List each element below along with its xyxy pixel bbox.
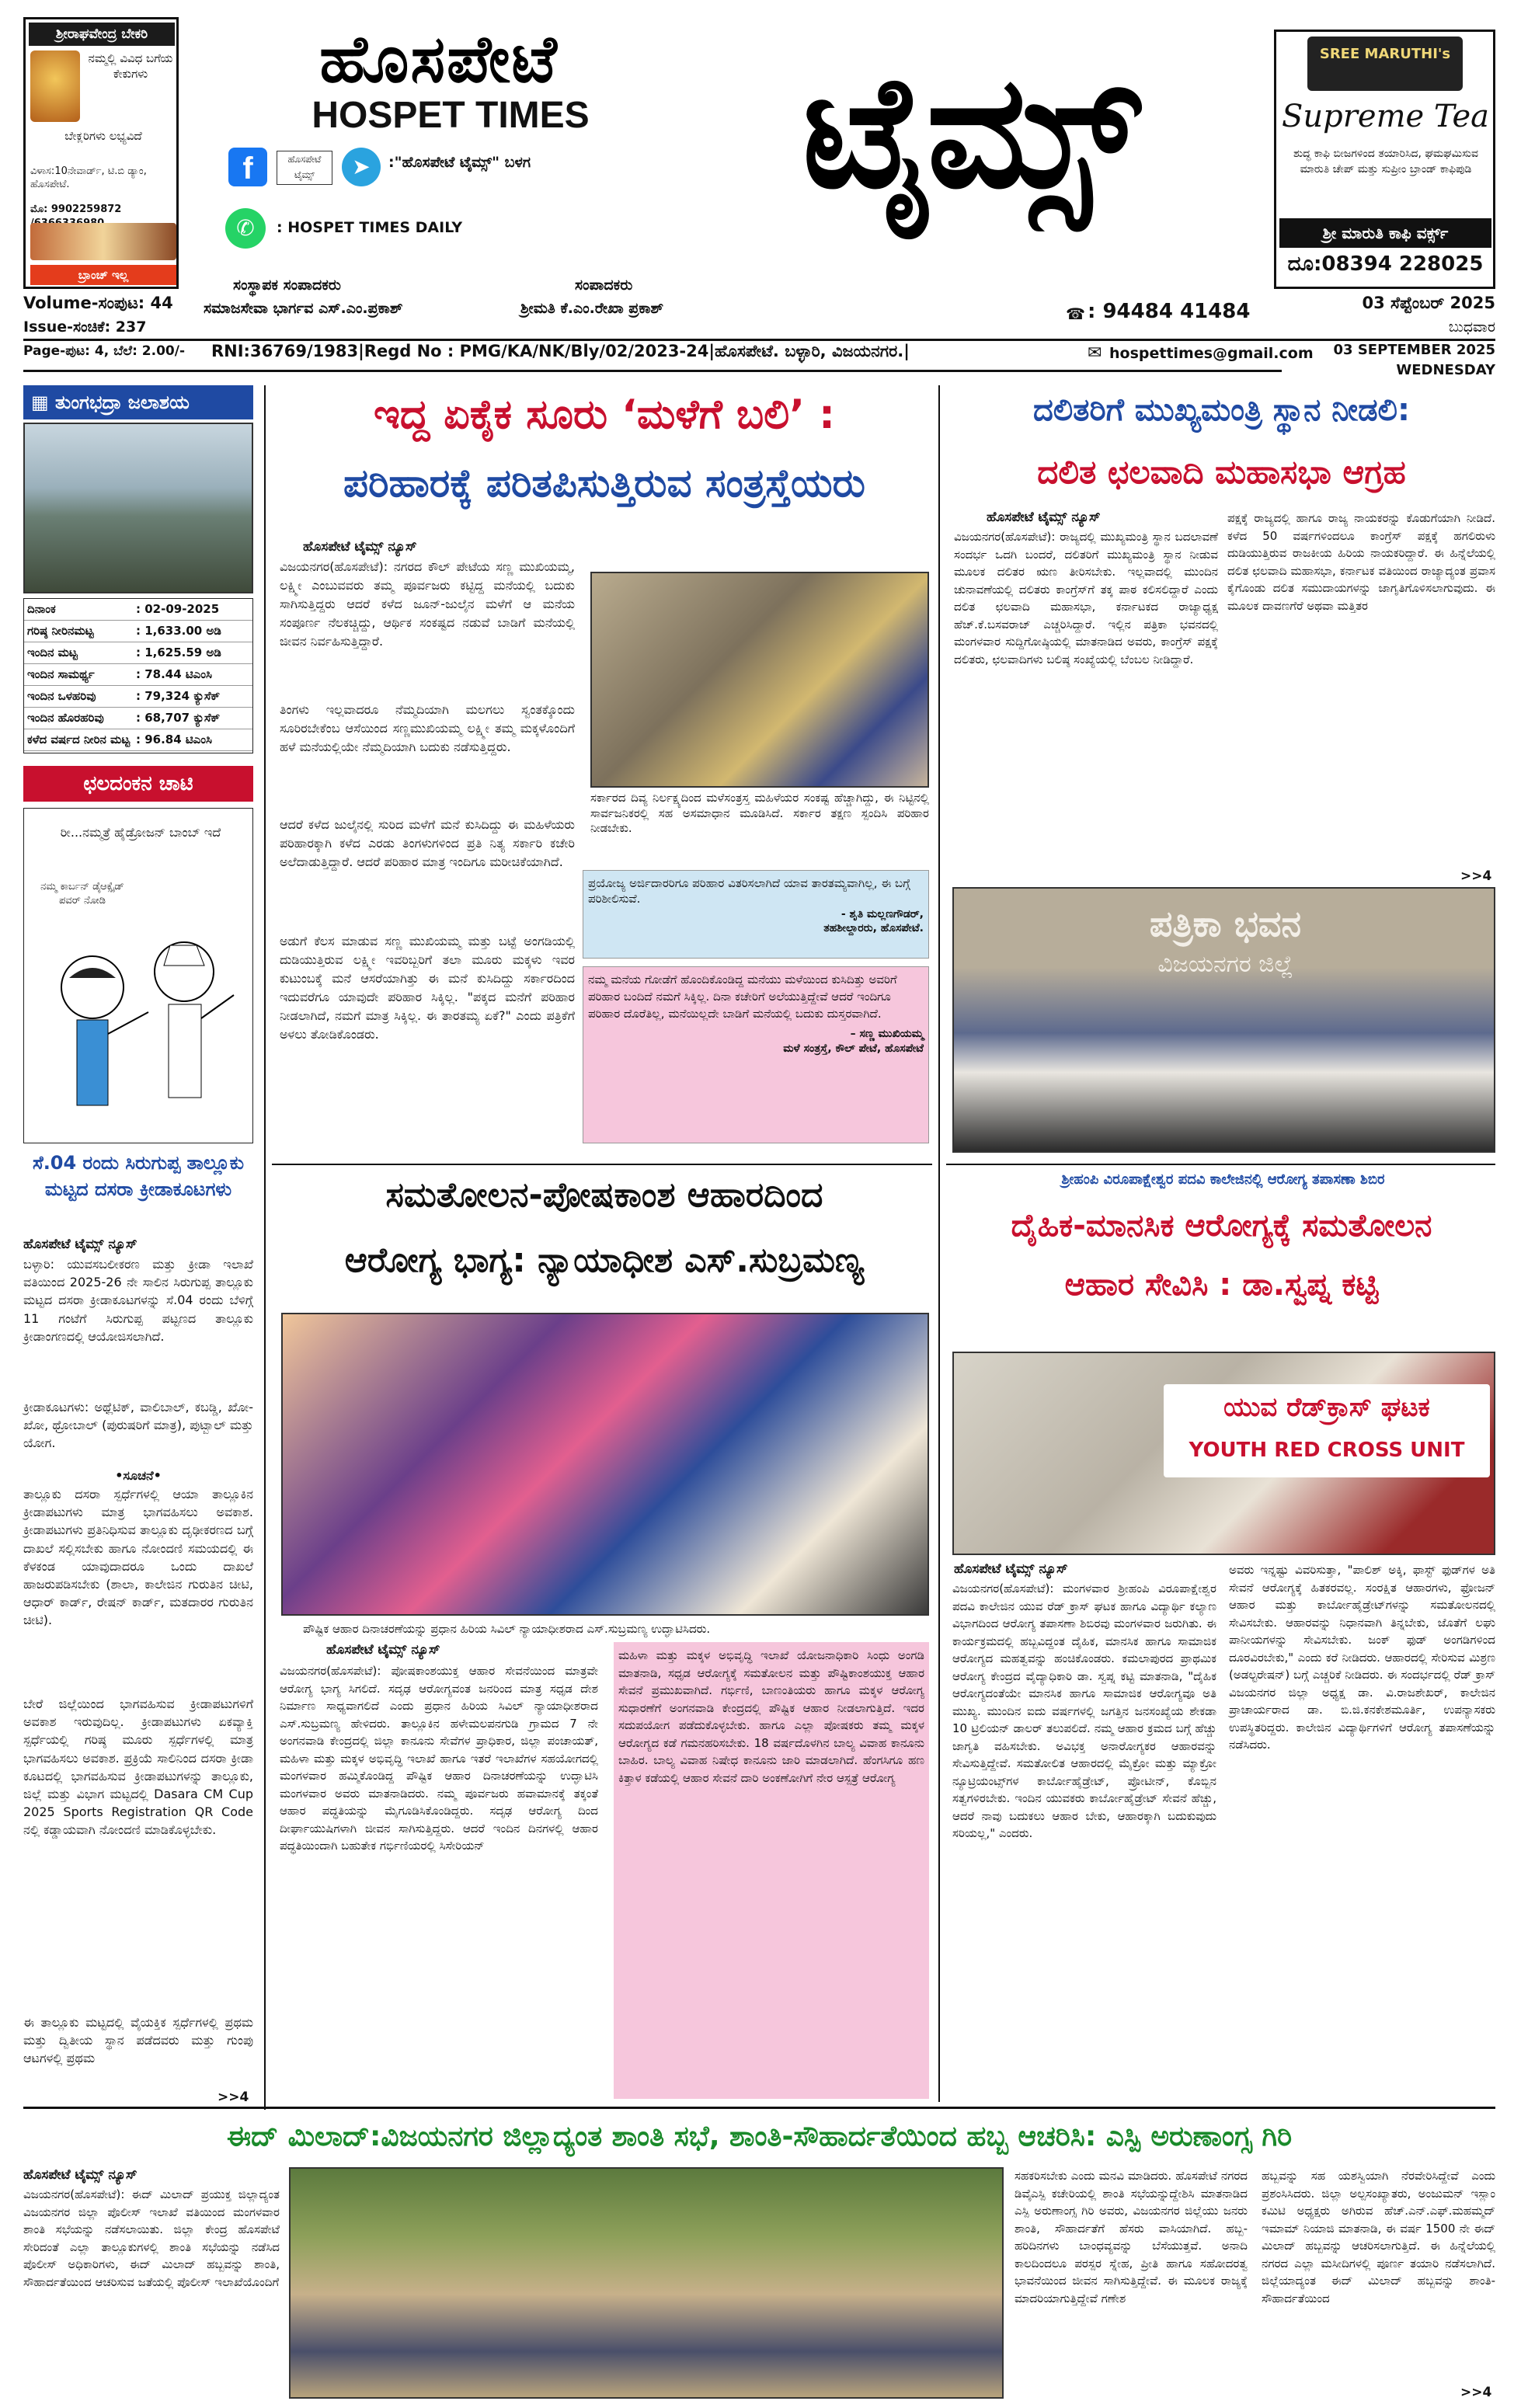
ad-right-desc: ಶುದ್ಧ ಕಾಫಿ ಬೀಜಗಳಿಂದ ತಯಾರಿಸಿದ, ಘಮಘಮಿಸುವ ಮಾರುತಿ ಚೇಪ್ ಮತ್ತು ಸುಪ್ರೀಂ ಬ್ರಾಂಡ್ ಕಾಫಿಪುಡಿ bbox=[1293, 148, 1478, 176]
facebook-icon[interactable]: f bbox=[228, 148, 267, 186]
dam-row-value: : 96.84 ಟಿಎಂಸಿ bbox=[136, 732, 212, 746]
story4-kicker: ಶ್ರೀಹಂಪಿ ವಿರೂಪಾಕ್ಷೇಶ್ವರ ಪದವಿ ಕಾಲೇಜಿನಲ್ಲಿ ಆರೋಗ್ಯ ತಪಾಸಣಾ ಶಿಬಿರ bbox=[1061, 1171, 1385, 1188]
story5-photo bbox=[289, 2167, 1004, 2399]
story1-quote-1 bbox=[583, 870, 929, 959]
left-column-rule bbox=[264, 385, 266, 2110]
ad-left-footer: ಬ್ರಾಂಚ್ ಇಲ್ಲ bbox=[30, 265, 176, 285]
story1-body-3: ಆದರೆ ಕಳೆದ ಜುಲೈನಲ್ಲಿ ಸುರಿದ ಮಳೆಗೆ ಮನೆ ಕುಸಿದಿದ್ದು ಈ ಮಹಿಳೆಯರು ಪರಿಹಾರಕ್ಕಾಗಿ ಕಳೆದ ಎರಡು ತಿಂಗಳುಗಳಿಂದ ಪ್ರತಿ ನಿತ್ಯ ಸರ್ಕಾರಿ ಕಚೇರಿ ಅಲೆದಾಡುತ್ತಿದ್ದಾರೆ. ಆದರೆ ಪರಿಹಾರ ಮಾತ್ರ ಇಂದಿಗೂ ಮರೀಚಿಕೆಯಾಗಿದೆ. bbox=[280, 817, 575, 869]
story2-headline-2: ದಲಿತ ಛಲವಾದಿ ಮಹಾಸಭಾ ಆಗ್ರಹ bbox=[1037, 453, 1406, 491]
page-price: Page-ಪುಟ: 4, ಬೆಲೆ: 2.00/- bbox=[23, 343, 186, 359]
cartoon-bubble-1: ರೀ...ನಮ್ಮತ್ರೆ ಹೈಡ್ರೋಜನ್ ಬಾಂಬ್ ಇದೆ bbox=[60, 825, 221, 840]
dam-row-value: : 1,625.59 ಅಡಿ bbox=[136, 645, 221, 659]
volume-info: Volume-ಸಂಪುಟ: 44 bbox=[23, 294, 173, 312]
story3-body-left: ವಿಜಯನಗರ(ಹೊಸಪೇಟೆ): ಪೋಷಕಾಂಶಯುಕ್ತ ಆಹಾರ ಸೇವನೆಯಿಂದ ಮಾತ್ರವೇ ಆರೋಗ್ಯ ಭಾಗ್ಯ ಸಿಗಲಿದೆ. ಸದೃಢ ಆರೋಗ್ಯವಂತ ಜನರಿಂದ ಮಾತ್ರ ಸಧೃಡ ದೇಶ ನಿರ್ಮಾಣ ಸಾಧ್ಯವಾಗಲಿದೆ ಎಂದು ಪ್ರಧಾನ ಹಿರಿಯ ಸಿವಿಲ್ ನ್ಯಾಯಾಧೀಶರಾದ ಎಸ್.ಸುಬ್ರಮಣ್ಯ ಹೇಳಿದರು. ತಾಲ್ಲೂಕಿನ ಹಳೇಮಲಪನಗುಡಿ ಗ್ರಾಮದ 7 ನೇ ಅಂಗನವಾಡಿ ಕೇಂದ್ರದಲ್ಲಿ ಜಿಲ್ಲಾ ಕಾನೂನು ಸೇವೆಗಳ ಪ್ರಾಧಿಕಾರ, ಜಿಲ್ಲಾ ಪಂಚಾಯತ್, ಮಹಿಳಾ ಮತ್ತು ಮಕ್ಕಳ ಅಭಿವೃದ್ಧಿ ಇಲಾಖೆ ಹಾಗೂ ಇತರೆ ಇಲಾಖೆಗಳ ಸಹಯೋಗದಲ್ಲಿ ಮಂಗಳವಾರ ಹಮ್ಮಿಕೊಂಡಿದ್ದ ಪೌಷ್ಟಿಕ ಆಹಾರ ದಿನಾಚರಣೆಯನ್ನು ಉದ್ಘಾಟಿಸಿ ಮಂಗಳವಾರ ಅವರು ಮಾತನಾಡಿದರು. ನಮ್ಮ ಪೂರ್ವಜರು ಹವಾಮಾನಕ್ಕೆ ತಕ್ಕಂತೆ ಆಹಾರ ಪದ್ಧತಿಯನ್ನು ಮೈಗೂಡಿಸಿಕೊಂಡಿದ್ದರು. ಸದೃಢ ಆರೋಗ್ಯ ದಿಂದ ದೀರ್ಘಾಯುಷಿಗಳಾಗಿ ಜೀವನ ಸಾಗಿಸುತ್ತಿದ್ದರು. ಆದರೆ ಇಂದಿನ ದಿನಗಳಲ್ಲಿ ಆಹಾರ ಪದ್ಧತಿಯಿಂದಾಗಿ ಬಹುತೇಕ ಗರ್ಭಿಣಿಯರಲ್ಲಿ ಸಿಸೇರಿಯನ್ bbox=[280, 1664, 598, 1853]
story4-headline-2: ಆಹಾರ ಸೇವಿಸಿ : ಡಾ.ಸ್ವಪ್ನ ಕಟ್ಟಿ bbox=[1064, 1267, 1379, 1303]
masthead-divider bbox=[23, 339, 1495, 341]
story3-headline-1: ಸಮತೋಲನ-ಪೋಷಕಾಂಶ ಆಹಾರದಿಂದ bbox=[385, 1175, 823, 1215]
story1-byline: ಹೊಸಪೇಟೆ ಟೈಮ್ಸ್ ನ್ಯೂಸ್ bbox=[303, 539, 417, 555]
founder-label: ಸಂಸ್ಥಾಪಕ ಸಂಪಾದಕರು bbox=[233, 277, 341, 294]
story5-body-mid: ಸಹಕರಿಸಬೇಕು ಎಂದು ಮನವಿ ಮಾಡಿದರು. ಹೊಸಪೇಟೆ ನಗರದ ಡಿವೈಎಸ್ಪಿ ಕಚೇರಿಯಲ್ಲಿ ಶಾಂತಿ ಸಭೆಯನ್ನುದ್ದೇಶಿಸಿ ಮಾತನಾಡಿದ ಎಸ್ಪಿ ಅರುಣಾಂಗ್ಸ ಗಿರಿ ಅವರು, ವಿಜಯನಗರ ಜಿಲ್ಲೆಯು ಜನರು ಶಾಂತಿ, ಸೌಹಾರ್ದತೆಗೆ ಹೆಸರು ವಾಸಿಯಾಗಿದೆ. ಹಬ್ಬ-ಹರಿದಿನಗಳು ಬಾಂಧವ್ಯವನ್ನು ಬೆಸೆಯುತ್ತವೆ. ಅನಾದಿ ಕಾಲದಿಂದಲೂ ಪರಸ್ಪರ ಸ್ನೇಹ, ಪ್ರೀತಿ ಹಾಗೂ ಸಹೋದರತ್ವ ಭಾವನೆಯಿಂದ ಜೀವನ ಸಾಗಿಸುತ್ತಿದ್ದೇವೆ. ಈ ಮೂಲಕ ರಾಜ್ಯಕ್ಕೆ ಮಾದರಿಯಾಗುತ್ತಿದ್ದೇವೆ ಗಣೇಶ bbox=[1015, 2169, 1248, 2305]
date-english: 03 SEPTEMBER 2025 bbox=[1333, 342, 1495, 358]
ad-right-company: ಶ್ರೀ ಮಾರುತಿ ಕಾಫಿ ವರ್ಕ್ಸ್ bbox=[1279, 218, 1491, 248]
story1-body-4: ಅಡುಗೆ ಕೆಲಸ ಮಾಡುವ ಸಣ್ಣ ಮುಖಿಯಮ್ಮ ಮತ್ತು ಬಟ್ಟೆ ಅಂಗಡಿಯಲ್ಲಿ ದುಡಿಯುತ್ತಿರುವ ಲಕ್ಷ್ಮೀ ಇವರಿಬ್ಬರಿಗೆ ತಲಾ ಮೂರು ಮಕ್ಕಳು ಇವರ ಕುಟುಂಬಕ್ಕೆ ಮನೆ ಆಸರೆಯಾಗಿತ್ತು ಈ ಮನೆ ಕುಸಿದಿದ್ದು ಸರ್ಕಾರದಿಂದ ಇದುವರೆಗೂ ಯಾವುದೇ ಪರಿಹಾರ ಸಿಕ್ಕಿಲ್ಲ. "ಪಕ್ಕದ ಮನೆಗೆ ಪರಿಹಾರ ನೀಡಲಾಗಿದೆ, ನಮಗೆ ಮಾತ್ರ ಸಿಕ್ಕಿಲ್ಲ. ಈ ತಾರತಮ್ಯ ಏಕೆ?" ಎಂದು ಪತ್ರಿಕೆಗೆ ಅಳಲು ತೋಡಿಕೊಂಡರು. bbox=[280, 934, 575, 1042]
story1-headline-2: ಪರಿಹಾರಕ್ಕೆ ಪರಿತಪಿಸುತ್ತಿರುವ ಸಂತ್ರಸ್ತೆಯರು bbox=[343, 461, 865, 506]
telegram-icon[interactable]: ➤ bbox=[342, 148, 381, 186]
cartoon-bubble-2: ನಮ್ಮ ಕಾರ್ಬನ್ ಡೈಆಕ್ಸೈಡ್ ಪವರ್ ನೋಡಿ bbox=[40, 881, 124, 906]
story1-quote-1-author: - ಶೃತಿ ಮಲ್ಲಣಗೌಡರ್, bbox=[841, 907, 924, 920]
dam-rows bbox=[24, 599, 252, 751]
story2-continued[interactable]: >>4 bbox=[1460, 868, 1492, 884]
story4-body-right: ಅವರು ಇನ್ನಷ್ಟು ವಿವರಿಸುತ್ತಾ, "ಪಾಲಿಶ್ ಅಕ್ಕಿ, ಫಾಸ್ಟ್ ಫುಡ್‌ಗಳ ಅತಿ ಸೇವನೆ ಆರೋಗ್ಯಕ್ಕೆ ಹಿತಕರವಲ್ಲ. ಸಂರಕ್ಷಿತ ಆಹಾರಗಳು, ಫ್ರೋಜನ್ ಆಹಾರ ಮತ್ತು ಕಾರ್ಬೋಹೈಡ್ರೇಟ್‌ಗಳನ್ನು ಸಮತೋಲನದಲ್ಲಿ ಸೇವಿಸಬೇಕು. ಆಹಾರವನ್ನು ನಿಧಾನವಾಗಿ ತಿನ್ನಬೇಕು, ಜೊತೆಗೆ ಲಘು ಪಾನೀಯಗಳನ್ನು ಸೇವಿಸಬೇಕು. ಜಂಕ್ ಫುಡ್ ಅಂಗಡಿಗಳಿಂದ ದೂರವಿರಬೇಕು," ಎಂದು ಕರೆ ನೀಡಿದರು. ಆಹಾರದಲ್ಲಿ ಸೇರಿಸುವ ಮಿಶ್ರಣ (ಅಡಲ್ಟರೇಷನ್) ಬಗ್ಗೆ ಎಚ್ಚರಿಕೆ ನೀಡಿದರು. ಈ ಸಂದರ್ಭದಲ್ಲಿ ರೆಡ್ ಕ್ರಾಸ್ ವಿಜಯನಗರ ಜಿಲ್ಲಾ ಅಧ್ಯಕ್ಷ ಡಾ. ವಿ.ರಾಜಶೇಖರ್, ಕಾಲೇಜಿನ ಪ್ರಾಚಾರ್ಯರಾದ ಡಾ. ಬಿ.ಜಿ.ಕನಕೇಶಮೂರ್ತಿ, ಉಪನ್ಯಾಸಕರು ಉಪಸ್ಥಿತರಿದ್ದರು. ಕಾಲೇಜಿನ ವಿದ್ಯಾರ್ಥಿಗಳಿಗೆ ಆರೋಗ್ಯ ತಪಾಸಣೆಯನ್ನು ನಡೆಸಿದರು. bbox=[1229, 1563, 1495, 1752]
story1-quote-2-author: – ಸಣ್ಣ ಮುಖಿಯಮ್ಮ bbox=[850, 1028, 924, 1041]
masthead-title-english: HOSPET TIMES bbox=[312, 95, 590, 136]
story1-quote-2-text: ನಮ್ಮ ಮನೆಯ ಗೋಡೆಗೆ ಹೊಂದಿಕೊಂಡಿದ್ದ ಮನೆಯು ಮಳೆಯಿಂದ ಕುಸಿದಿತ್ತು ಅವರಿಗೆ ಪರಿಹಾರ ಬಂದಿದೆ ನಮಗೆ ಸಿಕ್ಕಿಲ್ಲ. ದಿನಾ ಕಚೇರಿಗೆ ಅಲೆಯುತ್ತಿದ್ದೇವೆ ಆದರೆ ಇಂದಿಗೂ ಪರಿಹಾರ ದೊರೆತಿಲ್ಲ, ಮನೆಯಿಲ್ಲದೇ ಬಾಡಿಗೆ ಮನೆಯಲ್ಲಿ ಬದುಕು ದುಸ್ತರವಾಗಿದೆ. bbox=[588, 973, 897, 1021]
dam-row-value: : 1,633.00 ಅಡಿ bbox=[136, 624, 221, 638]
dam-row-value: : 78.44 ಟಿಎಂಸಿ bbox=[136, 667, 212, 681]
masthead-phone: : 94484 41484 bbox=[1088, 300, 1251, 323]
story3-body-right: ಮಹಿಳಾ ಮತ್ತು ಮಕ್ಕಳ ಅಭಿವೃದ್ಧಿ ಇಲಾಖೆ ಯೋಜನಾಧಿಕಾರಿ ಸಿಂಧು ಅಂಗಡಿ ಮಾತನಾಡಿ, ಸಧೃಡ ಆರೋಗ್ಯಕ್ಕೆ ಸಮತೋಲನ ಮತ್ತು ಪೌಷ್ಟಿಕಾಂಶಯುಕ್ತ ಆಹಾರ ಸೇವನೆ ಪ್ರಮುಖವಾಗಿದೆ. ಗರ್ಭಿಣಿ, ಬಾಣಂತಿಯರು ಹಾಗೂ ಮಕ್ಕಳ ಆರೋಗ್ಯ ಸುಧಾರಣೆಗೆ ಅಂಗನವಾಡಿ ಕೇಂದ್ರದಲ್ಲಿ ಪೌಷ್ಟಿಕ ಆಹಾರ ನೀಡಲಾಗುತ್ತಿದೆ. ಇದರ ಸದುಪಯೋಗ ಪಡೆದುಕೊಳ್ಳಬೇಕು. ಹಾಗೂ ಎಲ್ಲಾ ಪೋಷಕರು ತಮ್ಮ ಮಕ್ಕಳ ಆರೋಗ್ಯದ ಕಡೆ ಗಮನಹರಿಸಬೇಕು. 18 ವರ್ಷದೊಳಗಿನ ಬಾಲ್ಯ ವಿವಾಹ ಕಾನೂನು ಬಾಹಿರ. ಬಾಲ್ಯ ವಿವಾಹ ನಿಷೇಧ ಕಾನೂನು ಜಾರಿ ಮಾಡಲಾಗಿದೆ. ಹೆಂಗಸಿಗೂ ಹಣ ಕಿತ್ತಾಳ ಕಡೆಯಲ್ಲಿ ಆಹಾರ ಸೇವನೆ ದಾರಿ ಅಂಕಣೋಗಿಗೆ ನೇರ ಆಸ್ಪತ್ರೆ ಆರೋಗ್ಯ bbox=[614, 1642, 929, 2099]
bottom-rule bbox=[23, 2107, 1495, 2109]
mid-rule-center bbox=[272, 1164, 932, 1165]
story1-quote-2 bbox=[583, 966, 929, 1143]
story3-photo-caption: ಪೌಷ್ಟಿಕ ಆಹಾರ ದಿನಾಚರಣೆಯನ್ನು ಪ್ರಧಾನ ಹಿರಿಯ ಸಿವಿಲ್ ನ್ಯಾಯಾಧೀಶರಾದ ಎಸ್.ಸುಬ್ರಮಣ್ಯ ಉದ್ಘಾಟಿಸಿದರು. bbox=[303, 1622, 711, 1636]
story1-headline-1: ಇದ್ದ ಏಕೈಕ ಸೂರು ‘ಮಳೆಗೆ ಬಲಿ’ : bbox=[374, 391, 835, 438]
dam-photo bbox=[23, 423, 253, 593]
story3-headline-2: ಆರೋಗ್ಯ ಭಾಗ್ಯ: ನ್ಯಾಯಾಧೀಶ ಎಸ್.ಸುಬ್ರಮಣ್ಯ bbox=[344, 1241, 865, 1280]
story4-banner-en: YOUTH RED CROSS UNIT bbox=[1189, 1439, 1465, 1462]
story1-photo bbox=[590, 572, 929, 788]
story4-body-left: ವಿಜಯನಗರ(ಹೊಸಪೇಟೆ): ಮಂಗಳವಾರ ಶ್ರೀಹಂಪಿ ವಿರೂಪಾಕ್ಷೇಶ್ವರ ಪದವಿ ಕಾಲೇಜಿನ ಯುವ ರೆಡ್ ಕ್ರಾಸ್ ಘಟಕ ಹಾಗೂ ವಿದ್ಯಾರ್ಥಿ ಕಲ್ಯಾಣ ವಿಭಾಗದಿಂದ ಆರೋಗ್ಯ ತಪಾಸಣಾ ಶಿಬಿರವು ಮಂಗಳವಾರ ಜರುಗಿತು. ಈ ಕಾರ್ಯಕ್ರಮದಲ್ಲಿ ಹಬ್ಬವಿದ್ದಂತ ದೈಹಿಕ, ಮಾನಸಿಕ ಹಾಗೂ ಸಾಮಾಜಿಕ ಆರೋಗ್ಯದ ಮಹತ್ವವನ್ನು ಹಂಚಿಕೊಂಡರು. ಕಮಲಾಪುರದ ಪ್ರಾಥಮಿಕ ಆರೋಗ್ಯ ಕೇಂದ್ರದ ವೈದ್ಯಾಧಿಕಾರಿ ಡಾ. ಸ್ವಪ್ನ ಕಟ್ಟಿ ಮಾತನಾಡಿ, "ದೈಹಿಕ ಆರೋಗ್ಯದಂತೆಯೇ ಮಾನಸಿಕ ಹಾಗೂ ಸಾಮಾಜಿಕ ಆರೋಗ್ಯವೂ ಅತಿ ಮುಖ್ಯ. ಮುಂದಿನ ಐದು ವರ್ಷಗಳಲ್ಲಿ ಜಗತ್ತಿನ ಜನಸಂಖ್ಯೆಯ ಶೇಕಡಾ 10 ಟ್ರಿಲಿಯನ್ ಡಾಲರ್ ತಲುಪಲಿದೆ. ನಮ್ಮ ಆಹಾರ ಕ್ರಮದ ಬಗ್ಗೆ ಹೆಚ್ಚು ಜಾಗೃತಿ ವಹಿಸಬೇಕು. ಅವಿಭಕ್ತ ಅನಾರೋಗ್ಯಕರ ಆಹಾರವನ್ನು ಸೇವಿಸುತ್ತಿದ್ದೇವೆ. ಸಮತೋಲಿತ ಆಹಾರದಲ್ಲಿ ಮೈಕ್ರೋ ಮತ್ತು ಮ್ಯಾಕ್ರೋ ನ್ಯೂಟ್ರಿಯಂಟ್ಸ್‌ಗಳ ಕಾರ್ಬೋಹೈಡ್ರೇಟ್, ಪ್ರೋಟೀನ್, ಕೊಬ್ಬಿನ ಸತ್ವಗಳಿರಬೇಕು. ಇಂದಿನ ಯುವಕರು ಕಾರ್ಬೋಹೈಡ್ರೇಟ್ ಸೇವನೆ ಹೆಚ್ಚು, ಆದರೆ ನಾವು ಬದುಕಲು ಆಹಾರ ಬೇಕು, ಆಹಾರಕ್ಕಾಗಿ ಬದುಕುವುದು ಸರಿಯಲ್ಲ," ಎಂದರು. bbox=[952, 1582, 1216, 1840]
mail-icon: ✉ bbox=[1088, 343, 1102, 363]
cartoon-drawing bbox=[32, 917, 246, 1135]
dam-row-label: ಗರಿಷ್ಠ ನೀರಿನಮಟ್ಟ bbox=[27, 624, 94, 638]
story4-photo bbox=[952, 1352, 1495, 1555]
dasara-body-2: ಕ್ರೀಡಾಕೂಟಗಳು: ಅಥ್ಲೆಟಿಕ್, ವಾಲಿಬಾಲ್, ಕಬಡ್ಡಿ, ಖೋ-ಖೋ, ಥ್ರೋಬಾಲ್ (ಪುರುಷರಿಗೆ ಮಾತ್ರ), ಪುಟ್ಬಾಲ್ ಮತ್ತು ಯೋಗ. bbox=[23, 1400, 253, 1451]
ad-right-brand: SREE MARUTHI's bbox=[1319, 46, 1451, 62]
dam-row-label: ಇಂದಿನ ಹೊರಹರಿವು bbox=[27, 711, 104, 725]
cartoon-title: ಛಲದಂಕನ ಚಾಟಿ bbox=[23, 766, 253, 802]
story1-body-2: ತಿಂಗಳು ಇಲ್ಲವಾದರೂ ನೆಮ್ಮದಿಯಾಗಿ ಮಲಗಲು ಸ್ವಂತಕ್ಕೊಂದು ಸೂರಿರಬೇಕೆಂಬ ಆಸೆಯಿಂದ ಸಣ್ಣಮುಖಿಯಮ್ಮ ಲಕ್ಷ್ಮೀ ತಮ್ಮ ಮಕ್ಕಳೊಂದಿಗೆ ಹಳೆ ಮನೆಯಲ್ಲಿಯೇ ನೆಮ್ಮದಿಯಾಗಿ ಬದುಕು ನಡೆಸುತ್ತಿದ್ದರು. bbox=[280, 702, 575, 754]
ad-left-bakery bbox=[23, 17, 179, 289]
story1-body-1: ವಿಜಯನಗರ(ಹೊಸಪೇಟೆ): ನಗರದ ಕೌಲ್ ಪೇಟೆಯ ಸಣ್ಣ ಮುಖಿಯಮ್ಮ, ಲಕ್ಷ್ಮೀ ಎಂಬುವವರು ತಮ್ಮ ಪೂರ್ವಜರು ಕಟ್ಟಿದ್ದ ಮನೆಯಲ್ಲಿ ಬದುಕು ಸಾಗಿಸುತ್ತಿದ್ದರು ಆದರೆ ಕಳೆದ ಜೂನ್-ಜುಲೈನ ಮಳೆಗೆ ಆ ಮನೆಯ ಸಂಪೂರ್ಣ ನೆಲಕಚ್ಚಿದ್ದು, ಆರ್ಥಿಕ ಸಂಕಷ್ಟದ ನಡುವೆ ಬಾಡಿಗೆ ಮನೆಯಲ್ಲಿ ಜೀವನ ನಿರ್ವಹಿಸುತ್ತಿದ್ದಾರೆ. bbox=[280, 559, 575, 649]
dasara-notice: •ಸೂಚನೆ• bbox=[115, 1468, 162, 1483]
dam-title: ▦ ತುಂಗಭದ್ರಾ ಜಲಾಶಯ bbox=[23, 385, 253, 419]
dam-row-value: : 68,707 ಕ್ಯುಸೆಕ್ bbox=[136, 711, 221, 725]
story2-body-left: ವಿಜಯನಗರ(ಹೊಸಪೇಟೆ): ರಾಜ್ಯದಲ್ಲಿ ಮುಖ್ಯಮಂತ್ರಿ ಸ್ಥಾನ ಬದಲಾವಣೆ ಸಂದರ್ಭ ಒದಗಿ ಬಂದರೆ, ದಲಿತರಿಗೆ ಮುಖ್ಯಮಂತ್ರಿ ಸ್ಥಾನ ನೀಡುವ ಮೂಲಕ ದಲಿತರ ಋಣ ತೀರಿಸಬೇಕು. ಇಲ್ಲವಾದಲ್ಲಿ ಮುಂದಿನ ಚುನಾವಣೆಯಲ್ಲಿ ದಲಿತರು ಕಾಂಗ್ರೆಸ್‌ಗೆ ತಕ್ಕ ಪಾಠ ಕಲಿಸಲಿದ್ದಾರೆ ಎಂದು ದಲಿತ ಛಲವಾದಿ ಮಹಾಸಭಾ, ಕರ್ನಾಟಕದ ರಾಜ್ಯಾಧ್ಯಕ್ಷ ಹೆಚ್.ಕೆ.ಬಸವರಾಜ್ ಎಚ್ಚರಿಸಿದ್ದಾರೆ. ಇಲ್ಲಿನ ಪತ್ರಿಕಾ ಭವನದಲ್ಲಿ ಮಂಗಳವಾರ ಸುದ್ದಿಗೋಷ್ಠಿಯಲ್ಲಿ ಮಾತನಾಡಿದ ಅವರು, ಕಾಂಗ್ರೆಸ್ ಪಕ್ಷಕ್ಕೆ ದಲಿತರು, ಛಲವಾದಿಗಳು ಬಲಿಷ್ಠ ಸಂಖ್ಯೆಯಲ್ಲಿ ಬೆಂಬಲ ನೀಡಿದ್ದಾರೆ. bbox=[954, 530, 1218, 666]
story5-continued[interactable]: >>4 bbox=[1460, 2385, 1492, 2400]
ad-right-logo bbox=[1307, 37, 1463, 91]
masthead-divider-2 bbox=[23, 370, 1282, 372]
story4-headline-1: ದೈಹಿಕ-ಮಾನಸಿಕ ಆರೋಗ್ಯಕ್ಕೆ ಸಮತೋಲನ bbox=[1011, 1208, 1432, 1244]
story1-photo-caption: ಸರ್ಕಾರದ ದಿವ್ಯ ನಿರ್ಲಕ್ಷ್ಯದಿಂದ ಮಳೆಸಂತ್ರಸ್ತ ಮಹಿಳೆಯರ ಸಂಕಷ್ಟ ಹೆಚ್ಚಾಗಿದ್ದು, ಈ ನಿಟ್ಟಿನಲ್ಲಿ ಸಾರ್ವಜನಿಕರಲ್ಲಿ ಸಹ ಅಸಮಾಧಾನ ಮೂಡಿಸಿದೆ. ಸರ್ಕಾರ ತಕ್ಷಣ ಸ್ಪಂದಿಸಿ ಪರಿಹಾರ ನೀಡಬೇಕು. bbox=[590, 791, 929, 835]
cartoon-panel bbox=[23, 808, 253, 1143]
story2-headline-1: ದಲಿತರಿಗೆ ಮುಖ್ಯಮಂತ್ರಿ ಸ್ಥಾನ ನೀಡಲಿ: bbox=[1032, 392, 1411, 428]
dasara-continued[interactable]: >>4 bbox=[218, 2090, 249, 2105]
ad-left-cake-image bbox=[30, 223, 176, 260]
phone-icon: ☎ bbox=[1066, 304, 1085, 323]
masthead-email[interactable]: hospettimes@gmail.com bbox=[1109, 345, 1314, 362]
dam-row-label: ಕಳೆದ ವರ್ಷದ ನೀರಿನ ಮಟ್ಟ bbox=[27, 732, 131, 746]
dam-row bbox=[24, 621, 252, 642]
center-right-rule bbox=[938, 385, 940, 2102]
telegram-label[interactable]: :"ಹೊಸಪೇಟೆ ಟೈಮ್ಸ್" ಬಳಗ bbox=[388, 154, 531, 171]
whatsapp-icon[interactable]: ✆ bbox=[225, 208, 266, 249]
issue-info: Issue-ಸಂಚಿಕೆ: 237 bbox=[23, 318, 147, 336]
story3-byline: ಹೊಸಪೇಟೆ ಟೈಮ್ಸ್ ನ್ಯೂಸ್ bbox=[326, 1642, 440, 1658]
mid-rule-right bbox=[946, 1164, 1495, 1165]
facebook-label[interactable]: ಹೊಸಪೇಟೆ ಟೈಮ್ಸ್ bbox=[277, 151, 332, 185]
ad-left-address: ವಿಳಾಸ:10ನೇವಾರ್ಡ್, ಟಿ.ಬಿ ಡ್ಯಾಂ, ಹೊಸಪೇಟೆ. bbox=[30, 165, 147, 190]
story1-quote-1-role: ತಹಶೀಲ್ದಾರರು, ಹೊಸಪೇಟೆ. bbox=[823, 922, 924, 935]
dam-row bbox=[24, 729, 252, 751]
dasara-body-4: ತಾಲ್ಲೂಕು ದಸರಾ ಸ್ಪರ್ಧೆಗಳಲ್ಲಿ ಆಯಾ ತಾಲ್ಲೂಕಿನ ಕ್ರೀಡಾಪಟುಗಳು ಮಾತ್ರ ಭಾಗವಹಿಸಲು ಅವಕಾಶ. ಕ್ರೀಡಾಪಟುಗಳು ಪ್ರತಿನಿಧಿಸುವ ತಾಲ್ಲೂಕು ದೃಢೀಕರಣದ ಬಗ್ಗೆ ದಾಖಲೆ ಸಲ್ಲಿಸಬೇಕು ಹಾಗೂ ನೋಂದಣಿ ಸಮಯದಲ್ಲಿ ಈ ಕೆಳಕಂಡ ಯಾವುದಾದರೂ ಒಂದು ದಾಖಲೆ ಹಾಜರುಪಡಿಸಬೇಕು (ಶಾಲಾ, ಕಾಲೇಜಿನ ಗುರುತಿನ ಚೀಟಿ, ಆಧಾರ್ ಕಾರ್ಡ್, ರೇಷನ್ ಕಾರ್ಡ್, ಮತದಾರರ ಗುರುತಿನ ಚೀಟಿ). bbox=[23, 1487, 253, 1628]
whatsapp-label[interactable]: : HOSPET TIMES DAILY bbox=[277, 219, 463, 236]
story5-body-right: ಹಬ್ಬವನ್ನು ಸಹ ಯಶಸ್ವಿಯಾಗಿ ನೆರವೇರಿಸಿದ್ದೇವೆ ಎಂದು ಪ್ರಶಂಸಿಸಿದರು. ಜಿಲ್ಲಾ ಅಲ್ಪಸಂಖ್ಯಾತರು, ಅಂಜುಮನ್ ಇಸ್ಲಾಂ ಕಮಿಟಿ ಅಧ್ಯಕ್ಷರು ಅಗಿರುವ ಹೆಚ್.ಎನ್.ಎಫ್.ಮಹಮ್ಮದ್ ಇಮಾಮ್ ನಿಯಾಜಿ ಮಾತನಾಡಿ, ಈ ವರ್ಷ 1500 ನೇ ಈದ್ ಮಿಲಾದ್ ಹಬ್ಬವನ್ನು ಆಚರಿಸಲಾಗುತ್ತಿದೆ. ಈ ಹಿನ್ನೆಲೆಯಲ್ಲಿ ನಗರದ ಎಲ್ಲಾ ಮಸೀದಿಗಳಲ್ಲಿ ಪೂರ್ಣ ತಯಾರಿ ನಡೆಸಲಾಗಿದೆ. ಜಿಲ್ಲೆಯಾದ್ಯಂತ ಈದ್ ಮಿಲಾದ್ ಹಬ್ಬವನ್ನು ಶಾಂತಿ-ಸೌಹಾರ್ದತೆಯಿಂದ bbox=[1262, 2169, 1495, 2305]
ad-left-phone: ಮೊ: 9902259872 bbox=[30, 204, 122, 215]
story5-headline: ಈದ್ ಮಿಲಾದ್:ವಿಜಯನಗರ ಜಿಲ್ಲಾದ್ಯಂತ ಶಾಂತಿ ಸಭೆ, ಶಾಂತಿ-ಸೌಹಾರ್ದತೆಯಿಂದ ಹಬ್ಬ ಆಚರಿಸಿ: ಎಸ್ಪಿ ಅರುಣಾಂಗ್ಸ ಗಿರಿ bbox=[226, 2121, 1293, 2152]
dasara-body-1: ಬಳ್ಳಾರಿ: ಯುವಸಬಲೀಕರಣ ಮತ್ತು ಕ್ರೀಡಾ ಇಲಾಖೆ ವತಿಯಿಂದ 2025-26 ನೇ ಸಾಲಿನ ಸಿರುಗುಪ್ಪ ತಾಲ್ಲೂಕು ಮಟ್ಟದ ದಸರಾ ಕ್ರೀಡಾಕೂಟಗಳನ್ನು ಸೆ.04 ರಂದು ಬೆಳಿಗ್ಗೆ 11 ಗಂಟೆಗೆ ಸಿರುಗುಪ್ಪ ಪಟ್ಟಣದ ತಾಲ್ಲೂಕು ಕ್ರೀಡಾಂಗಣದಲ್ಲಿ ಆಯೋಜಿಸಲಾಗಿದೆ. bbox=[23, 1257, 253, 1344]
ad-left-deity-image bbox=[30, 50, 80, 122]
dam-row-label: ಇಂದಿನ ಒಳಹರಿವು bbox=[27, 689, 96, 703]
day-kannada: ಬುಧವಾರ bbox=[1448, 318, 1495, 336]
story4-byline: ಹೊಸಪೇಟೆ ಟೈಮ್ಸ್ ನ್ಯೂಸ್ bbox=[954, 1561, 1068, 1577]
dam-row bbox=[24, 686, 252, 708]
dam-row-label: ಇಂದಿನ ಸಾಮರ್ಥ್ಯ bbox=[27, 667, 95, 681]
editor-label: ಸಂಪಾದಕರು bbox=[575, 277, 633, 294]
ad-right-product: Supreme Tea bbox=[1282, 99, 1489, 134]
dam-row-value: : 79,324 ಕ್ಯುಸೆಕ್ bbox=[136, 689, 221, 703]
story1-quote-2-role: ಮಳೆ ಸಂತ್ರಸ್ತೆ, ಕೌಲ್ ಪೇಟೆ, ಹೊಸಪೇಟೆ bbox=[783, 1042, 924, 1056]
dam-row bbox=[24, 642, 252, 664]
dasara-byline: ಹೊಸಪೇಟೆ ಟೈಮ್ಸ್ ನ್ಯೂಸ್ bbox=[23, 1237, 137, 1252]
story4-banner bbox=[1164, 1384, 1490, 1477]
dam-row-label: ಇಂದಿನ ಮಟ್ಟ bbox=[27, 645, 78, 659]
date-kannada: 03 ಸೆಪ್ಟೆಂಬರ್ 2025 bbox=[1362, 294, 1495, 312]
ad-left-title: ಶ್ರೀರಾಘವೇಂದ್ರ ಬೇಕರಿ bbox=[29, 23, 175, 46]
story2-photo-banner: ಪತ್ರಿಕಾ ಭವನ bbox=[1149, 903, 1302, 945]
editor-name: ಶ್ರೀಮತಿ ಕೆ.ಎಂ.ರೇಖಾ ಪ್ರಕಾಶ್ bbox=[520, 300, 664, 317]
ad-left-line2: ಬೇಕ್ಲರಿಗಳು ಲಭ್ಯವಿದೆ bbox=[64, 129, 142, 143]
dam-row-label: ದಿನಾಂಕ bbox=[27, 602, 56, 616]
story4-banner-kn: ಯುವ ರೆಡ್‌ಕ್ರಾಸ್ ಘಟಕ bbox=[1223, 1392, 1430, 1423]
founder-name: ಸಮಾಜಸೇವಾ ಭಾರ್ಗವ ಎಸ್.ಎಂ.ಪ್ರಕಾಶ್ bbox=[204, 300, 403, 317]
dam-row bbox=[24, 708, 252, 729]
ad-right-phone: ದೂ:08394 228025 bbox=[1287, 252, 1484, 276]
dasara-headline: ಸೆ.04 ರಂದು ಸಿರುಗುಪ್ಪ ತಾಲ್ಲೂಕು ಮಟ್ಟದ ದಸರಾ ಕ್ರೀಡಾಕೂಟಗಳು bbox=[32, 1152, 244, 1200]
dam-row bbox=[24, 664, 252, 686]
ad-right-tea bbox=[1274, 30, 1495, 289]
story2-photo-sub: ವಿಜಯನಗರ ಜಿಲ್ಲೆ bbox=[1157, 951, 1293, 978]
story2-photo bbox=[952, 887, 1495, 1153]
story2-byline: ಹೊಸಪೇಟೆ ಟೈಮ್ಸ್ ನ್ಯೂಸ್ bbox=[987, 510, 1101, 525]
dam-row-value: : 02-09-2025 bbox=[136, 602, 220, 616]
story1-quote-1-text: ಪ್ರಯೋಜ್ಯ ಅರ್ಜಿದಾರರಿಗೂ ಪರಿಹಾರ ವಿತರಿಸಲಾಗಿದೆ ಯಾವ ತಾರತಮ್ಯವಾಗಿಲ್ಲ, ಈ ಬಗ್ಗೆ ಪರಿಶೀಲಿಸುವೆ. bbox=[588, 876, 910, 906]
dam-table bbox=[23, 598, 253, 753]
registration-line: RNI:36769/1983|Regd No : PMG/KA/NK/Bly/02/2023-24|ಹೊಸಪೇಟೆ. ಬಳ್ಳಾರಿ, ವಿಜಯನಗರ.| bbox=[211, 342, 910, 360]
dasara-body-6: ಈ ತಾಲ್ಲೂಕು ಮಟ್ಟದಲ್ಲಿ ವೈಯಕ್ತಿಕ ಸ್ಪರ್ಧೆಗಳಲ್ಲಿ ಪ್ರಥಮ ಮತ್ತು ದ್ವಿತೀಯ ಸ್ಥಾನ ಪಡೆದವರು ಮತ್ತು ಗುಂಪು ಆಟಗಳಲ್ಲಿ ಪ್ರಥಮ bbox=[23, 2015, 253, 2066]
story2-body-right: ಪಕ್ಷಕ್ಕೆ ರಾಜ್ಯದಲ್ಲಿ ಹಾಗೂ ರಾಜ್ಯ ನಾಯಕರನ್ನು ಕೊಡುಗೆಯಾಗಿ ನೀಡಿದೆ. ಕಳೆದ 50 ವರ್ಷಗಳಿಂದಲೂ ಕಾಂಗ್ರೆಸ್ ಪಕ್ಷಕ್ಕೆ ಹಗಲಿರುಳು ದುಡಿಯುತ್ತಿರುವ ರಾಜಕೀಯ ಹಿರಿಯ ನಾಯಕರಿದ್ದಾರೆ. ಈ ಹಿನ್ನೆಲೆಯಲ್ಲಿ ದಲಿತ ಛಲವಾದಿ ಮಹಾಸಭಾ, ಕರ್ನಾಟಕ ವತಿಯಿಂದ ರಾಜ್ಯಾದ್ಯಂತ ಪ್ರವಾಸ ಕೈಗೊಂಡು ದಲಿತ ಸಮುದಾಯಗಳನ್ನು ಜಾಗೃತಿಗೊಳಿಸಲಾಗುವುದು. ಈ ಮೂಲಕ ದಾವಣಗೆರೆ ಅಥವಾ ಮತ್ತಿತರ bbox=[1227, 511, 1495, 613]
masthead-title-kannada-2: ಟೈಮ್ಸ್ bbox=[802, 40, 1140, 223]
dam-row bbox=[24, 599, 252, 621]
story5-byline: ಹೊಸಪೇಟೆ ಟೈಮ್ಸ್ ನ್ಯೂಸ್ bbox=[23, 2167, 137, 2183]
story3-photo bbox=[281, 1313, 929, 1616]
day-english: WEDNESDAY bbox=[1396, 362, 1495, 378]
masthead-title-kannada-1: ಹೊಸಪೇಟೆ bbox=[319, 20, 559, 97]
ad-left-line1: ನಮ್ಮಲ್ಲಿ ವಿವಿಧ ಬಗೆಯ ಕೇಕುಗಳು bbox=[88, 51, 173, 82]
dasara-body-5: ಬೇರೆ ಜಿಲ್ಲೆಯಿಂದ ಭಾಗವಹಿಸುವ ಕ್ರೀಡಾಪಟುಗಳಿಗೆ ಅವಕಾಶ ಇರುವುದಿಲ್ಲ. ಕ್ರೀಡಾಪಟುಗಳು ಏಕವ್ಯಾಕ್ತಿ ಸ್ಪರ್ಧೆಯಲ್ಲಿ ಗರಿಷ್ಠ ಮೂರು ಸ್ಪರ್ಧೆಗಳಲ್ಲಿ ಮಾತ್ರ ಭಾಗವಹಿಸಲು ಅವಕಾಶ. ಪ್ರಕ್ರಿಯೆ ಸಾಲಿನಿಂದ ದಸರಾ ಕ್ರೀಡಾ ಕೂಟದಲ್ಲಿ ಭಾಗವಹಿಸುವ ಕ್ರೀಡಾಪಟುಗಳನ್ನು ತಾಲ್ಲೂಕು, ಜಿಲ್ಲೆ ಮತ್ತು ವಿಭಾಗ ಮಟ್ಟದಲ್ಲಿ Dasara CM Cup 2025 Sports Registration QR Code ನಲ್ಲಿ ಕಡ್ಡಾಯವಾಗಿ ನೋಂದಣಿ ಮಾಡಿಕೊಳ್ಳಬೇಕು. bbox=[23, 1696, 253, 1838]
story5-body-left: ವಿಜಯನಗರ(ಹೊಸಪೇಟೆ): ಈದ್ ಮಿಲಾದ್ ಪ್ರಯುಕ್ತ ಜಿಲ್ಲಾದ್ಯಂತ ವಿಜಯನಗರ ಜಿಲ್ಲಾ ಪೊಲೀಸ್ ಇಲಾಖೆ ವತಿಯಿಂದ ಮಂಗಳವಾರ ಶಾಂತಿ ಸಭೆಯನ್ನು ನಡೆಸಲಾಯಿತು. ಜಿಲ್ಲಾ ಕೇಂದ್ರ ಹೊಸಪೇಟೆ ಸೇರಿದಂತೆ ಎಲ್ಲಾ ತಾಲ್ಲೂಕುಗಳಲ್ಲಿ ಶಾಂತಿ ಸಭೆಯನ್ನು ನಡೆಸಿದ ಪೊಲೀಸ್ ಅಧಿಕಾರಿಗಳು, ಈದ್ ಮಿಲಾದ್ ಹಬ್ಬವನ್ನು ಶಾಂತಿ, ಸೌಹಾರ್ದತೆಯಿಂದ ಆಚರಿಸುವ ಜತೆಯಲ್ಲಿ ಪೊಲೀಸ್ ಇಲಾಖೆಯೊಂದಿಗೆ bbox=[23, 2187, 280, 2289]
dam-title-text: ತುಂಗಭದ್ರಾ ಜಲಾಶಯ bbox=[55, 391, 190, 413]
